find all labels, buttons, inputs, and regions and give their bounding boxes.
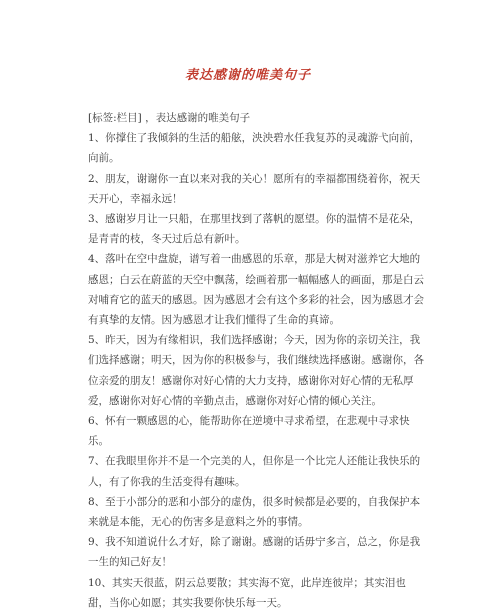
paragraph-1: 1、你撑住了我倾斜的生活的船舷，泱泱碧水任我复苏的灵魂游弋向前，向前。: [88, 132, 421, 165]
paragraph-7: 7、在我眼里你并不是一个完美的人，但你是一个比完人还能让我快乐的人，有了你我的生活变得有趣味。: [88, 455, 421, 488]
tag-line: [标签:栏目] ，表达感谢的唯美句子: [88, 112, 251, 124]
paragraph-9: 9、我不知道说什么才好，除了谢谢。感谢的话毋宁多言，总之，你是我一生的知己好友！: [88, 536, 421, 569]
document-title: 表达感谢的唯美句子: [184, 68, 311, 83]
document-body: [88, 108, 424, 613]
paragraph-2: 2、朋友，谢谢你一直以来对我的关心！愿所有的幸福都围绕着你，祝天天开心，幸福永远！: [88, 172, 421, 205]
paragraph-8: 8、至于小部分的恶和小部分的虚伪，很多时候都是必要的，自我保护本来就是本能，无心的伤害多是意料之外的事情。: [88, 495, 421, 529]
paragraph-5: 5、昨天，因为有缘相识，我们选择感谢；今天，因为你的亲切关注，我们选择感谢；明天，因为你的积极参与，我们继续选择感谢。感谢你，各位亲爱的朋友！感谢你对好心情的大力支持，感谢你对好心情的无私厚爱，感谢你对好心情的辛勤点击，感谢你对好心情的倾心关注。: [88, 334, 424, 407]
paragraph-3: 3、感谢岁月让一只船，在那里找到了落帆的愿望。你的温情不是花朵，是青青的枝，冬天过后总有新叶。: [88, 213, 421, 246]
paragraph-6: 6、怀有一颗感恩的心，能帮助你在逆境中寻求希望，在悲观中寻求快乐。: [88, 415, 410, 448]
paragraph-4: 4、落叶在空中盘旋，谱写着一曲感恩的乐章，那是大树对滋养它大地的感恩；白云在蔚蓝的天空中飘荡，绘画着那一幅幅感人的画面，那是白云对哺育它的蓝天的感恩。因为感恩才会有这个多彩的社会，因为感恩才会有真挚的友情。因为感恩才让我们懂得了生命的真谛。: [88, 253, 424, 327]
paragraph-10: 10、其实天很蓝，阴云总要散；其实海不宽，此岸连彼岸；其实泪也甜，当你心如愿；其实我要你快乐每一天。: [88, 576, 406, 609]
